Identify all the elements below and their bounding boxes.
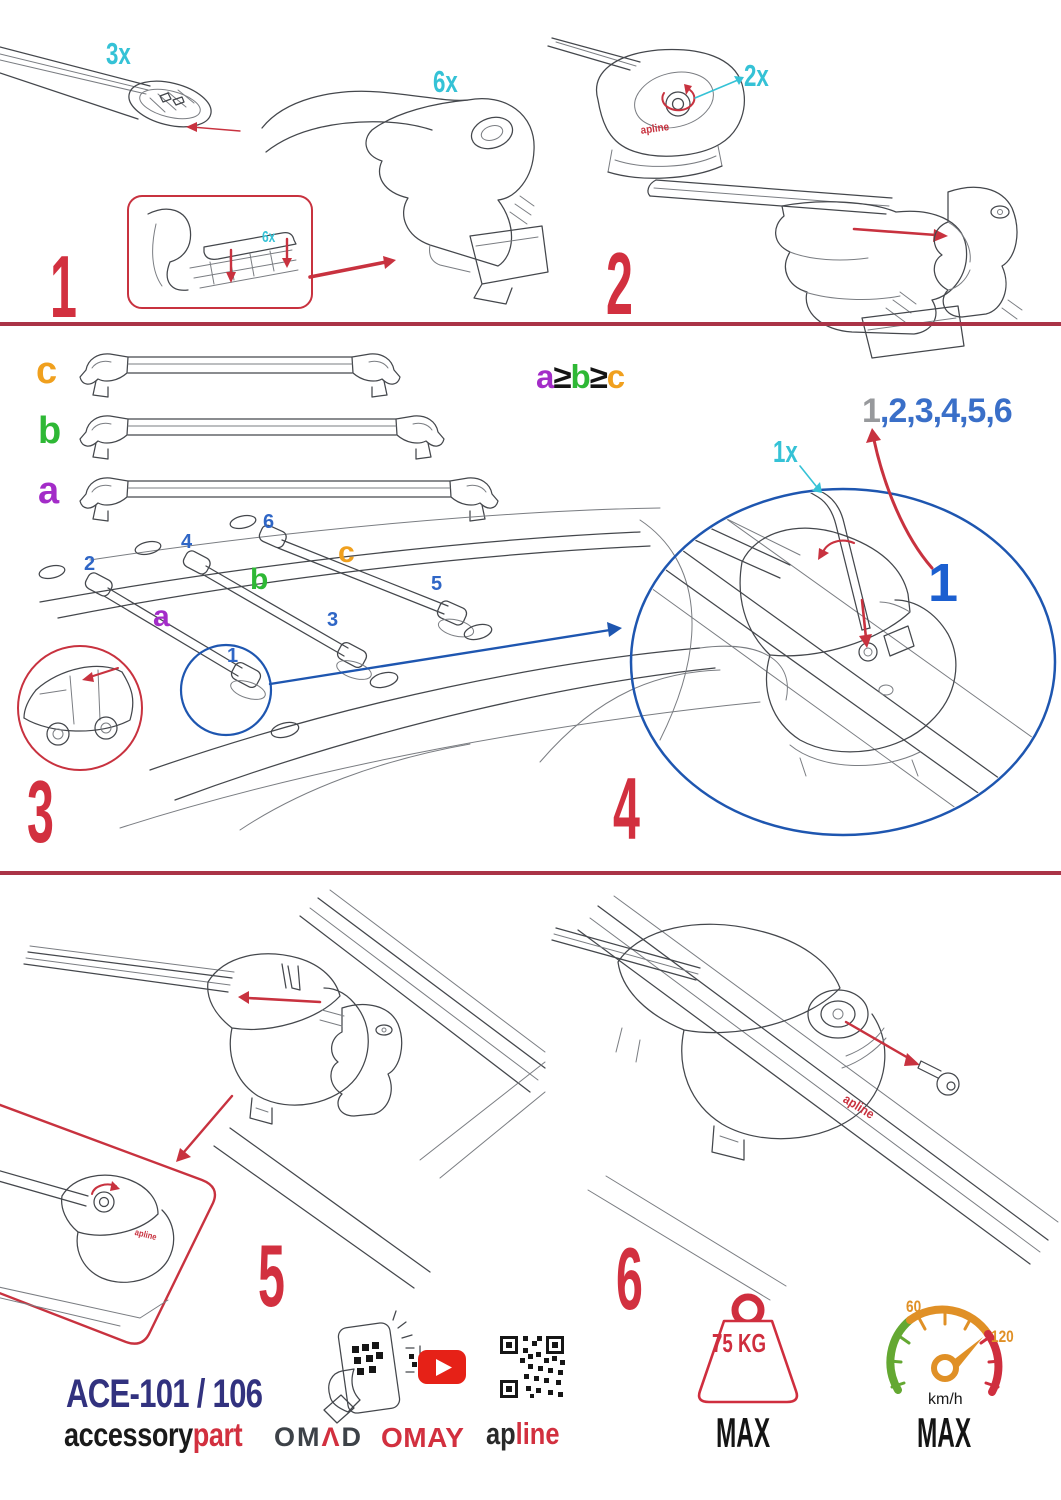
product-logo-step5: apline bbox=[133, 1227, 158, 1243]
step3-bar-b bbox=[80, 416, 444, 459]
step3-bar-c bbox=[80, 354, 400, 397]
step6-number: 6 bbox=[616, 1229, 643, 1328]
size-label-a: a bbox=[38, 470, 60, 512]
max-load-value: 75 KG bbox=[712, 1328, 767, 1358]
tighten-sequence: 1,2,3,4,5,6 bbox=[862, 392, 1012, 430]
first-position-number: 1 bbox=[928, 553, 959, 613]
key-drawing bbox=[918, 1061, 959, 1095]
roof-position-6: 6 bbox=[263, 511, 275, 533]
step1-bar-qty: 3x bbox=[106, 36, 131, 71]
speed-unit-label: km/h bbox=[928, 1391, 963, 1408]
step1-foot-qty: 6x bbox=[433, 64, 458, 99]
step2-lower-foot-drawing bbox=[648, 180, 1022, 358]
speed-60-label: 60 bbox=[906, 1297, 922, 1316]
brand-omay: OMAY bbox=[381, 1422, 465, 1453]
size-label-c: c bbox=[36, 350, 58, 392]
roof-bar-b: b bbox=[250, 563, 269, 596]
product-logo-step2: apline bbox=[639, 121, 670, 137]
max-load-label: MAX bbox=[716, 1409, 771, 1456]
youtube-icon bbox=[418, 1350, 466, 1384]
step2-screw-qty: 2x bbox=[744, 58, 769, 93]
step4-tool-qty: 1x bbox=[773, 434, 798, 469]
zoom-panel-outline bbox=[0, 1096, 215, 1344]
size-rule: a≥b≥c bbox=[536, 358, 625, 395]
step3-number: 3 bbox=[27, 762, 54, 861]
step3-car-inset bbox=[18, 646, 142, 770]
detail-callout-line bbox=[270, 630, 610, 684]
step1-pad-qty: 6x bbox=[262, 229, 276, 246]
step1-number: 1 bbox=[50, 237, 77, 336]
step2-number: 2 bbox=[606, 234, 633, 333]
step3-bar-a bbox=[80, 478, 498, 521]
roof-position-4: 4 bbox=[181, 531, 193, 553]
speed-limit-icon bbox=[889, 1310, 1000, 1392]
brand-apline: apline bbox=[486, 1416, 560, 1451]
step5-number: 5 bbox=[258, 1226, 285, 1325]
max-speed-label: MAX bbox=[917, 1409, 972, 1456]
speed-120-label: 120 bbox=[991, 1327, 1014, 1346]
step4-detail-drawing bbox=[631, 428, 1055, 840]
roof-position-5: 5 bbox=[431, 573, 443, 595]
size-label-b: b bbox=[38, 410, 62, 452]
roof-position-1: 1 bbox=[227, 645, 239, 667]
step2-upper-foot-drawing bbox=[548, 38, 744, 178]
step4-number: 4 bbox=[613, 759, 640, 858]
roof-bar-c: c bbox=[338, 536, 355, 569]
qr-code bbox=[500, 1336, 565, 1398]
step1-pad-inset bbox=[128, 196, 396, 308]
roof-position-3: 3 bbox=[327, 609, 339, 631]
section-divider-2 bbox=[0, 871, 1061, 875]
roof-position-2: 2 bbox=[84, 553, 96, 575]
roof-bar-a: a bbox=[153, 600, 170, 633]
model-number: ACE-101 / 106 bbox=[66, 1372, 263, 1416]
sequence-arrow bbox=[874, 440, 932, 568]
section-divider-1 bbox=[0, 322, 1061, 326]
phone-scan-icon bbox=[324, 1311, 420, 1423]
brand-accessorypart: accessorypart bbox=[64, 1416, 243, 1453]
product-logo-step6: apline bbox=[840, 1091, 878, 1122]
brand-omad: OMΛD bbox=[274, 1422, 364, 1452]
